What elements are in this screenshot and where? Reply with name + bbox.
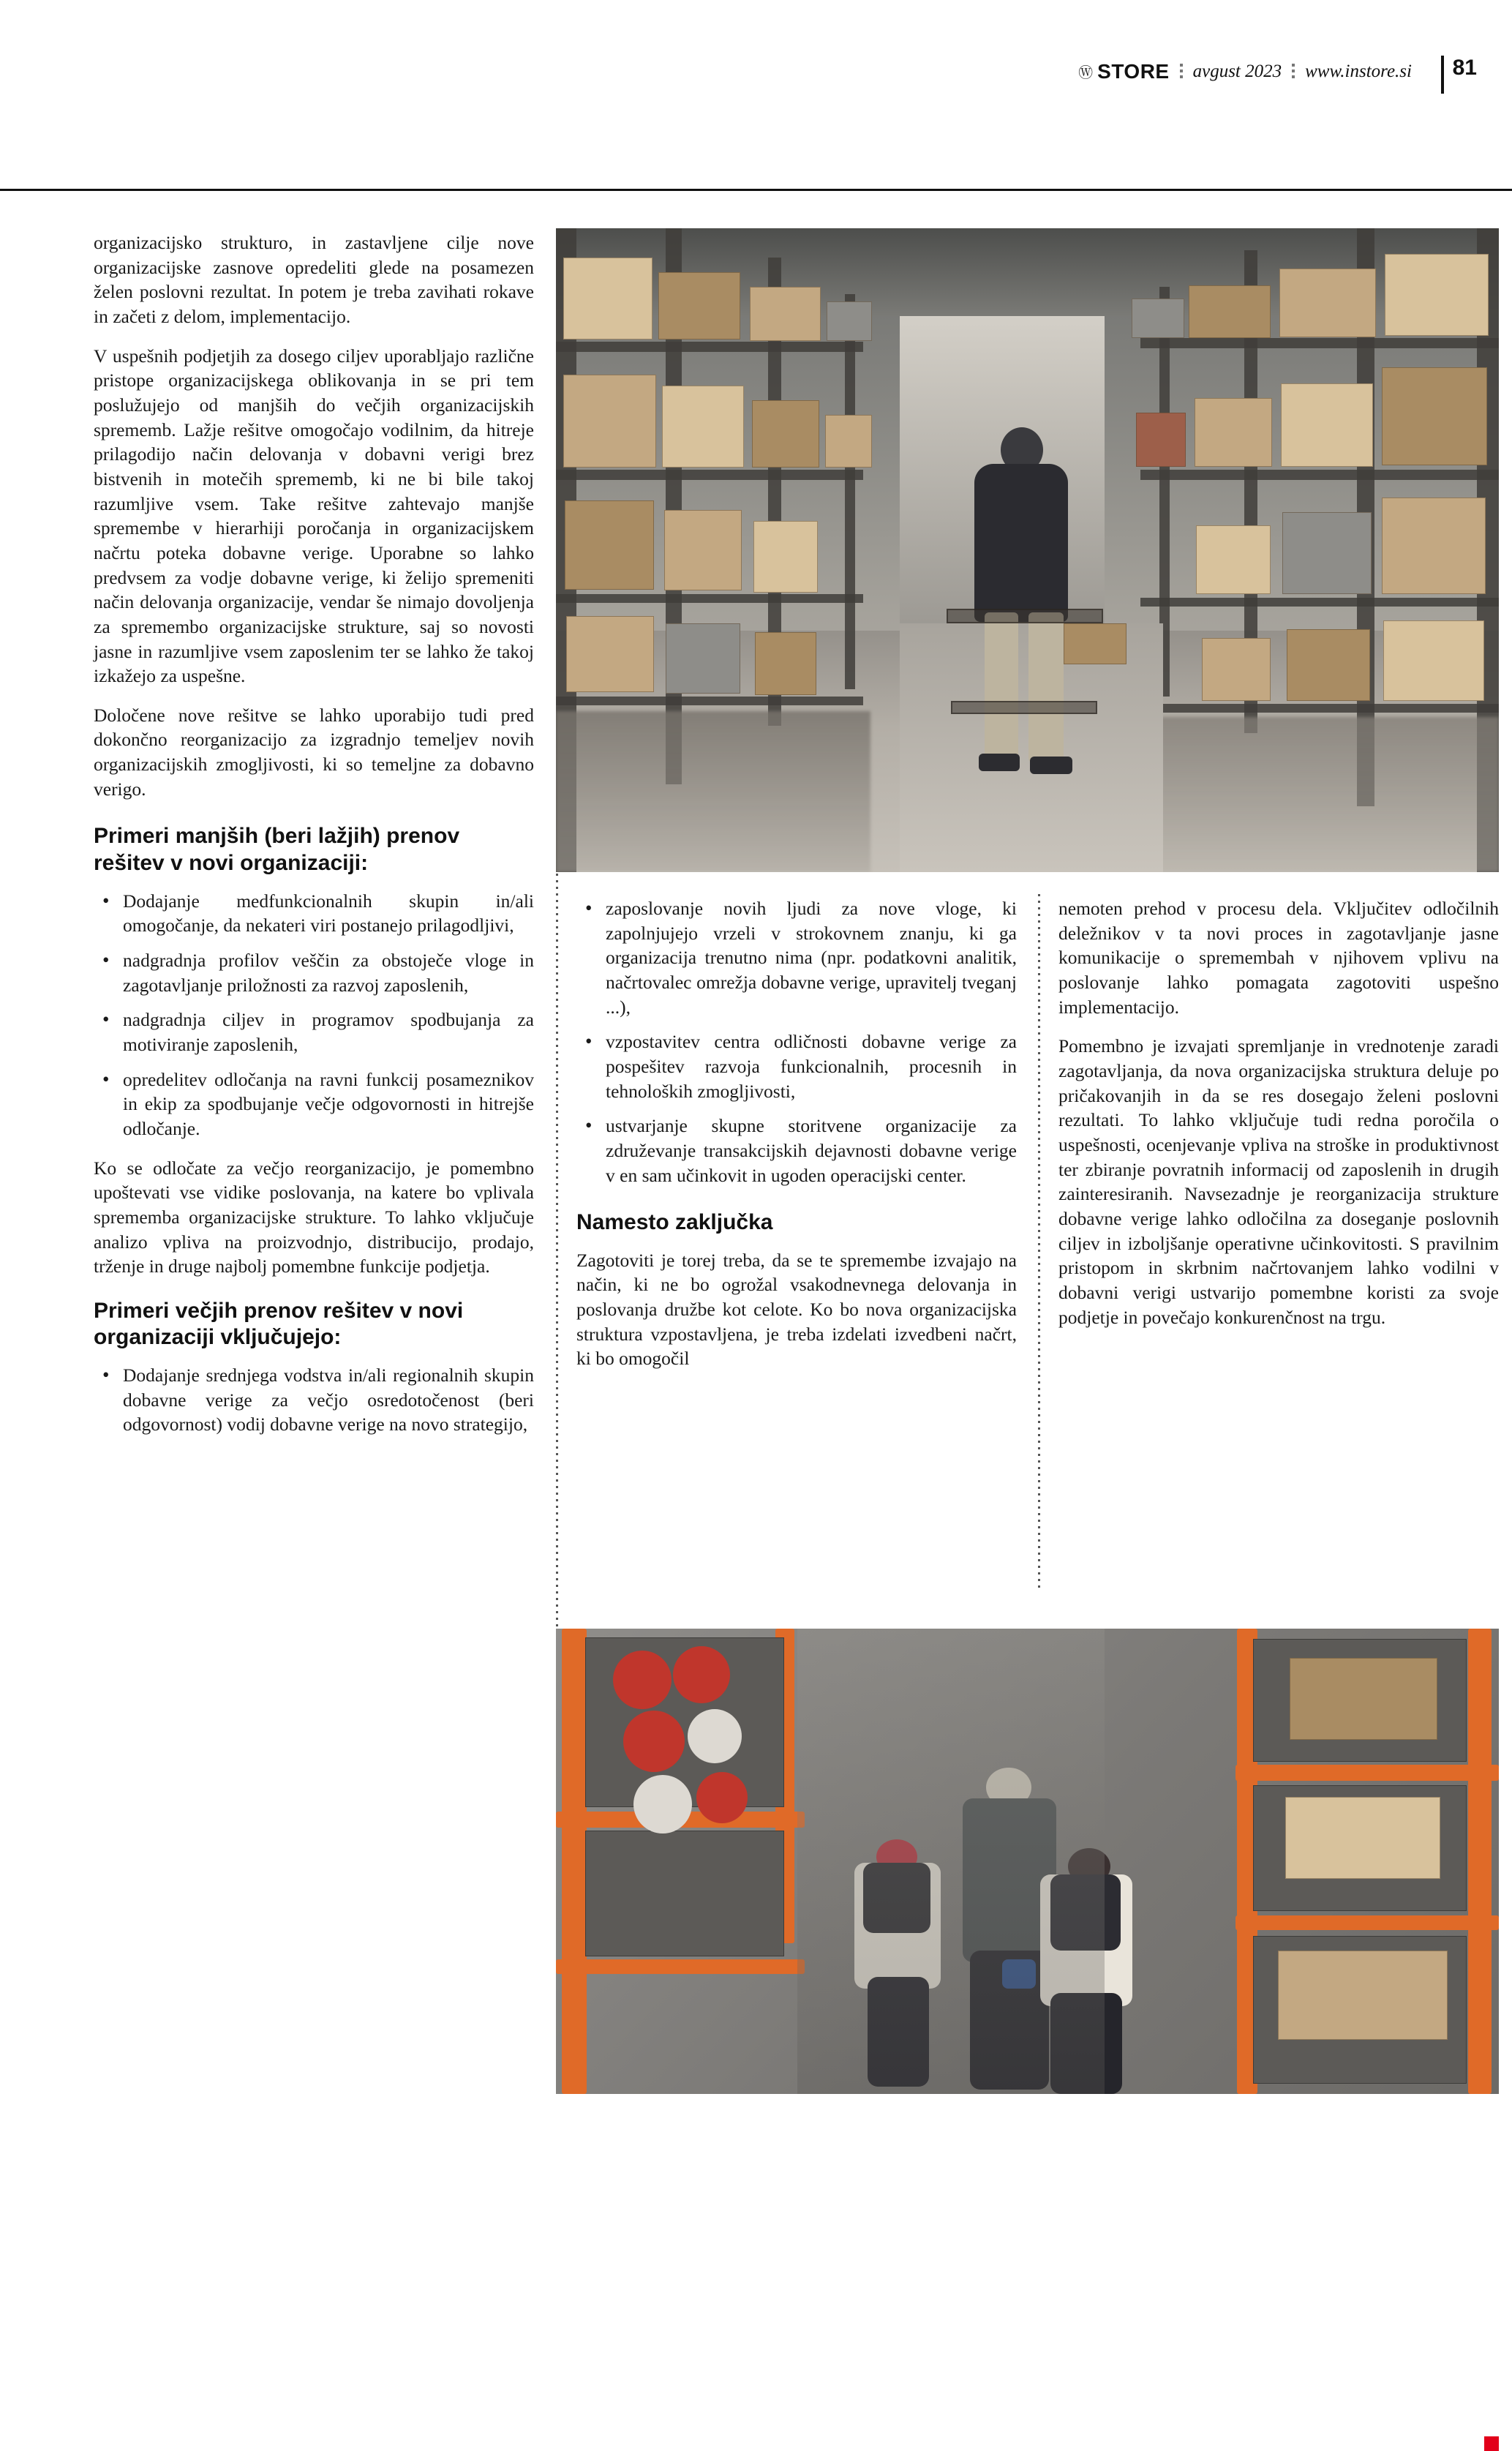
paragraph: V uspešnih podjetjih za dosego ciljev uporabljajo različne pristope organizacijskega oblikovanja in se pri tem poslužujejo od manjših do večjih organizacijskih sprememb. Lažje rešitve omogočajo vodilnim, da hitreje prilagodijo način delovanja v dobavni verigi brez bistvenih in motečih sprememb, ki ne bi bile takoj razumljive vsem. Take rešitve zahtevajo manjše spremembe v hierarhiji poročanja in organizacijskem načrtu poteka dobavne verige. Uporabne so lahko predvsem za vodje dobavne verige, ki želijo spremeniti način delovanja organizacije, vendar še nimajo dovoljenja za spremembo organizacijske strukture, saj so novosti jasne in razumljive vsem zaposlenim ter se lahko že takoj izkažejo za uspešne. — [94, 345, 534, 687]
paragraph: Pomembno je izvajati spremljanje in vrednotenje zaradi zagotavljanja, da nova organizacijska struktura deluje po pričakovanjih in da se res dosegajo želeni poslovni rezultati. To lahko vključuje tudi redna poročila o uspešnosti, ocenjevanje vpliva na stroške in produktivnost ter zbiranje povratnih informacij od zaposlenih in drugih zainteresiranih. Navsezadnje je reorganizacija strukture dobavne verige lahko odločilna za doseganje poslovnih ciljev in izboljšanje operativne učinkovitosti. S pravilnim pristopom in skrbnim načrtovanjem lahko vodilni v dobavni verigi ustvarijo pomembne koristi za svoje podjetje in povečajo konkurenčnost na trgu. — [1058, 1035, 1499, 1328]
section-heading-minor-changes: Primeri manjših (beri lažjih) prenov rešitev v novi organizaciji: — [94, 824, 460, 876]
header-divider-1 — [1180, 64, 1183, 80]
issue-date: avgust 2023 — [1192, 61, 1282, 81]
list-item: • ustvarjanje skupne storitvene organizacije za združevanje transakcijskih dejavnosti dobavne verige v en sam učinkovit in ugoden operacijski center. — [576, 1114, 1017, 1187]
column-separator-2 — [1038, 894, 1040, 1589]
website-url: www.instore.si — [1305, 61, 1412, 81]
list-item: • nadgradnja ciljev in programov spodbujanja za motiviranje zaposlenih, — [94, 1007, 534, 1056]
header-divider-2 — [1292, 64, 1295, 80]
photo-warehouse-aisle — [556, 228, 1499, 872]
instore-logo-icon: Ⓦ — [1078, 64, 1093, 81]
list-item: • Dodajanje medfunkcionalnih skupin in/ali omogočanje, da nekateri viri postanejo prilagodljivi, — [94, 889, 534, 938]
list-item: • nadgradnja profilov veščin za obstoječe vloge in zagotavljanje priložnosti za razvoj zaposlenih, — [94, 948, 534, 997]
paragraph: nemoten prehod v procesu dela. Vključitev odločilnih deležnikov v ta novi proces in zagotavljanje jasne komunikacije o spremembah v njihovem vplivu na poslovanje lahko pomagata zagotoviti uspešno implementacijo. — [1058, 898, 1499, 1018]
list-item: • zaposlovanje novih ljudi za nove vloge, ki zapolnjujejo vrzeli v strokovnem znanju, ki ga organizacija trenutno nima (npr. podatkovni analitik, načrtovalec omrežja dobavne verige, upravitelj tveganj ...), — [576, 896, 1017, 1019]
section-heading-conclusion: Namesto zaključka — [576, 1210, 773, 1235]
page-number: 81 — [1452, 56, 1477, 80]
photo-warehouse-overhead — [556, 1629, 1499, 2094]
article-column-right — [1058, 896, 1499, 1344]
list-item: • opredelitev odločanja na ravni funkcij posameznikov in ekip za spodbujanje večje odgovornosti in hitrejše odločanje. — [94, 1067, 534, 1141]
paragraph: Določene nove rešitve se lahko uporabijo tudi pred dokončno reorganizacijo za izgradnjo temeljev novih organizacijskih zmogljivosti, ki so temeljne za dobavno verigo. — [94, 704, 534, 800]
brand-title: STORE — [1097, 60, 1170, 83]
section-heading-major-changes: Primeri večjih prenov rešitev v novi organizaciji vključujejo: — [94, 1298, 464, 1350]
article-column-left — [94, 230, 534, 1452]
list-item: • Dodajanje srednjega vodstva in/ali regionalnih skupin dobavne verige za večjo osredotočenost (beri odgovornost) vodij dobavne verige na novo strategijo, — [94, 1363, 534, 1437]
bullet-list-major-changes-continued — [576, 896, 1017, 1187]
list-item: • vzpostavitev centra odličnosti dobavne verige za pospešitev razvoja funkcionalnih, procesnih in tehnoloških zmogljivosti, — [576, 1029, 1017, 1103]
article-column-middle — [576, 896, 1017, 1386]
page-header — [0, 51, 1512, 102]
paragraph: Ko se odločate za večjo reorganizacijo, je pomembno upoštevati vse vidike poslovanja, na katere bo vplivala sprememba organizacijske strukture. To lahko vključuje analizo vpliva na proizvodnjo, distribucijo, prodajo, trženje in druge najbolj pomembne funkcije podjetja. — [94, 1157, 534, 1277]
bullet-list-minor-changes — [94, 889, 534, 1141]
bullet-list-major-changes — [94, 1363, 534, 1437]
paragraph: Zagotoviti je torej treba, da se te spremembe izvajajo na način, ki ne bo ogrožal vsakodnevnega delovanja in poslovanja družbe kot celote. Ko bo nova organizacijska struktura vzpostavljena, je treba izdelati izvedbeni načrt, ki bo omogočil — [576, 1249, 1017, 1370]
header-masthead — [1078, 51, 1412, 92]
header-horizontal-rule — [0, 189, 1512, 191]
hand-cart — [947, 609, 1103, 623]
end-of-article-mark — [1484, 2436, 1499, 2451]
paragraph: organizacijsko strukturo, in zastavljene cilje nove organizacijske zasnove opredeliti glede na posamezen želen poslovni rezultat. In potem je treba zavihati rokave in začeti z delom, implementacijo. — [94, 232, 534, 327]
